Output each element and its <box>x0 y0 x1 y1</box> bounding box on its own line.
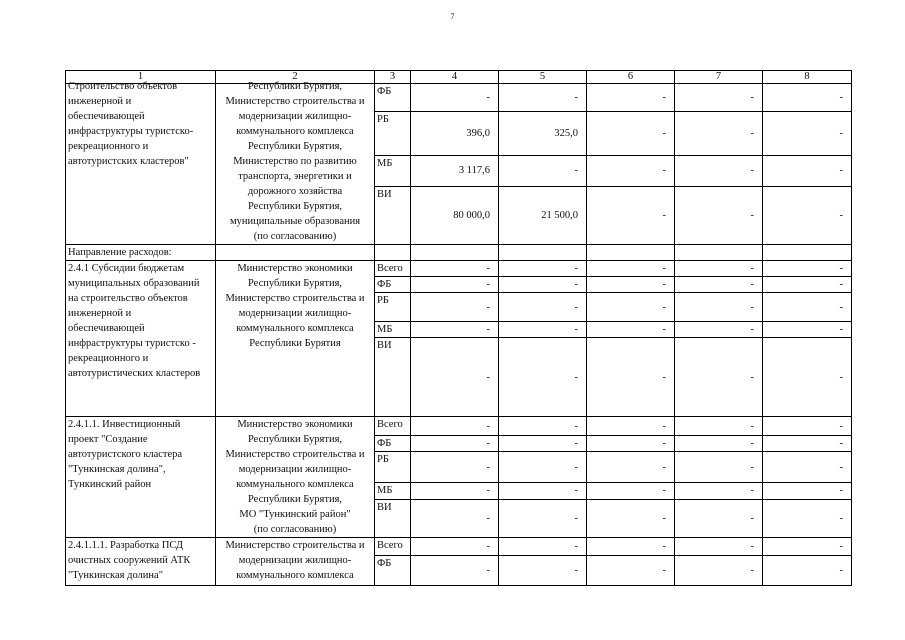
source-cell: Всего <box>375 261 411 277</box>
measure-name: 2.4.1.1. Инвестиционный проект "Создание автотуристского кластера "Тункинская долина", Тункинский район <box>66 417 216 538</box>
source-cell: ФБ <box>375 556 411 586</box>
value-cell: - <box>499 84 587 112</box>
value-cell: - <box>411 417 499 436</box>
value-cell: - <box>411 261 499 277</box>
value-cell: - <box>411 483 499 500</box>
table-row <box>66 261 852 277</box>
value-cell: - <box>411 556 499 586</box>
header-col-8: 8 <box>763 71 852 84</box>
empty-cell <box>675 245 763 261</box>
value-cell: - <box>587 417 675 436</box>
value-cell: - <box>763 261 852 277</box>
value-cell: - <box>675 556 763 586</box>
value-cell: - <box>587 499 675 537</box>
value-cell: - <box>499 322 587 338</box>
value-cell: - <box>763 417 852 436</box>
value-cell: - <box>587 538 675 556</box>
value-cell: - <box>411 84 499 112</box>
header-col-7: 7 <box>675 71 763 84</box>
source-cell: РБ <box>375 452 411 483</box>
value-cell: - <box>675 277 763 293</box>
value-cell: - <box>411 293 499 322</box>
table-row <box>66 417 852 436</box>
value-cell: - <box>499 452 587 483</box>
value-cell: - <box>587 293 675 322</box>
table-row <box>66 538 852 556</box>
value-cell: - <box>763 186 852 244</box>
value-cell: - <box>499 483 587 500</box>
source-cell: МБ <box>375 322 411 338</box>
executor-name: Республики Бурятия, Министерство строительства и модернизации жилищно- коммунального комплекса Республики Бурятия, Министерство по развитию транспорта, энергетики и дорожного хозяйства Республики Бурятия, муниципальные образования (по согласованию) <box>225 81 365 242</box>
value-cell: 21 500,0 <box>499 186 587 244</box>
value-cell: - <box>499 277 587 293</box>
value-cell: 80 000,0 <box>411 186 499 244</box>
value-cell: - <box>499 338 587 417</box>
value-cell: - <box>587 452 675 483</box>
value-cell: - <box>675 452 763 483</box>
value-cell: - <box>763 483 852 500</box>
measure-name-cell <box>66 81 216 245</box>
value-cell: - <box>587 111 675 155</box>
value-cell: - <box>675 483 763 500</box>
source-cell: ВИ <box>375 499 411 537</box>
value-cell: - <box>587 261 675 277</box>
source-cell: ФБ <box>375 277 411 293</box>
executor-name: Министерство экономики Республики Бурятия, Министерство строительства и модернизации жилищно- коммунального комплекса Республики Бурятия <box>216 261 375 417</box>
value-cell: - <box>675 111 763 155</box>
value-cell: - <box>675 338 763 417</box>
value-cell: - <box>675 435 763 452</box>
value-cell: - <box>763 338 852 417</box>
value-cell: - <box>411 538 499 556</box>
table-row <box>66 84 852 112</box>
value-cell: - <box>499 417 587 436</box>
measure-name: 2.4.1.1.1. Разработка ПСД очистных сооружений АТК "Тункинская долина" <box>66 538 216 586</box>
budget-table <box>65 70 852 586</box>
value-cell: - <box>675 293 763 322</box>
value-cell: - <box>411 277 499 293</box>
value-cell: - <box>763 84 852 112</box>
value-cell: - <box>411 322 499 338</box>
value-cell: - <box>587 435 675 452</box>
value-cell: - <box>675 322 763 338</box>
measure-name: 2.4.1 Субсидии бюджетам муниципальных образований на строительство объектов инженерной и обеспечивающей инфраструктуры туристско - рекреационного и автотуристических кластеров <box>66 261 216 417</box>
value-cell: - <box>763 111 852 155</box>
source-cell: ФБ <box>375 84 411 112</box>
value-cell: - <box>763 556 852 586</box>
table-row-heading <box>66 245 852 261</box>
value-cell: - <box>499 538 587 556</box>
empty-cell <box>375 245 411 261</box>
budget-table-container <box>65 70 851 581</box>
value-cell: - <box>763 435 852 452</box>
value-cell: 325,0 <box>499 111 587 155</box>
value-cell: - <box>675 84 763 112</box>
value-cell: - <box>763 293 852 322</box>
value-cell: - <box>763 452 852 483</box>
header-col-4: 4 <box>411 71 499 84</box>
value-cell: - <box>675 261 763 277</box>
value-cell: - <box>587 186 675 244</box>
value-cell: - <box>587 322 675 338</box>
source-cell: МБ <box>375 483 411 500</box>
executor-cell <box>216 81 375 245</box>
empty-cell <box>216 245 375 261</box>
value-cell: - <box>499 155 587 186</box>
header-col-3: 3 <box>375 71 411 84</box>
value-cell: - <box>763 499 852 537</box>
value-cell: - <box>499 435 587 452</box>
value-cell: - <box>763 155 852 186</box>
value-cell: - <box>499 556 587 586</box>
source-cell: РБ <box>375 111 411 155</box>
executor-name: Министерство строительства и модернизации жилищно- коммунального комплекса <box>216 538 375 586</box>
value-cell: 396,0 <box>411 111 499 155</box>
value-cell: - <box>763 538 852 556</box>
section-heading: Направление расходов: <box>66 245 216 261</box>
value-cell: - <box>411 435 499 452</box>
value-cell: - <box>587 556 675 586</box>
empty-cell <box>763 245 852 261</box>
value-cell: - <box>499 261 587 277</box>
empty-cell <box>499 245 587 261</box>
header-col-1: 1 <box>66 71 216 84</box>
source-cell: ВИ <box>375 338 411 417</box>
empty-cell <box>587 245 675 261</box>
value-cell: - <box>587 155 675 186</box>
value-cell: - <box>675 499 763 537</box>
source-cell: Всего <box>375 538 411 556</box>
measure-name: Строительство объектов инженерной и обеспечивающей инфраструктуры туристско- рекреационного и автотуристских кластеров" <box>68 81 194 167</box>
value-cell: - <box>587 483 675 500</box>
value-cell: - <box>587 277 675 293</box>
value-cell: - <box>411 499 499 537</box>
source-cell: Всего <box>375 417 411 436</box>
source-cell: МБ <box>375 155 411 186</box>
source-cell: ФБ <box>375 435 411 452</box>
value-cell: - <box>763 277 852 293</box>
value-cell: - <box>763 322 852 338</box>
header-col-6: 6 <box>587 71 675 84</box>
source-cell: ВИ <box>375 186 411 244</box>
value-cell: 3 117,6 <box>411 155 499 186</box>
value-cell: - <box>499 499 587 537</box>
value-cell: - <box>675 155 763 186</box>
header-col-2: 2 <box>216 71 375 84</box>
value-cell: - <box>675 538 763 556</box>
value-cell: - <box>411 338 499 417</box>
value-cell: - <box>587 338 675 417</box>
value-cell: - <box>675 417 763 436</box>
value-cell: - <box>499 293 587 322</box>
header-col-5: 5 <box>499 71 587 84</box>
source-cell: РБ <box>375 293 411 322</box>
executor-name: Министерство экономики Республики Бурятия, Министерство строительства и модернизации жилищно- коммунального комплекса Республики Бурятия, МО "Тункинский район" (по согласованию) <box>216 417 375 538</box>
empty-cell <box>411 245 499 261</box>
value-cell: - <box>587 84 675 112</box>
value-cell: - <box>675 186 763 244</box>
value-cell: - <box>411 452 499 483</box>
page-number: 7 <box>450 12 455 21</box>
